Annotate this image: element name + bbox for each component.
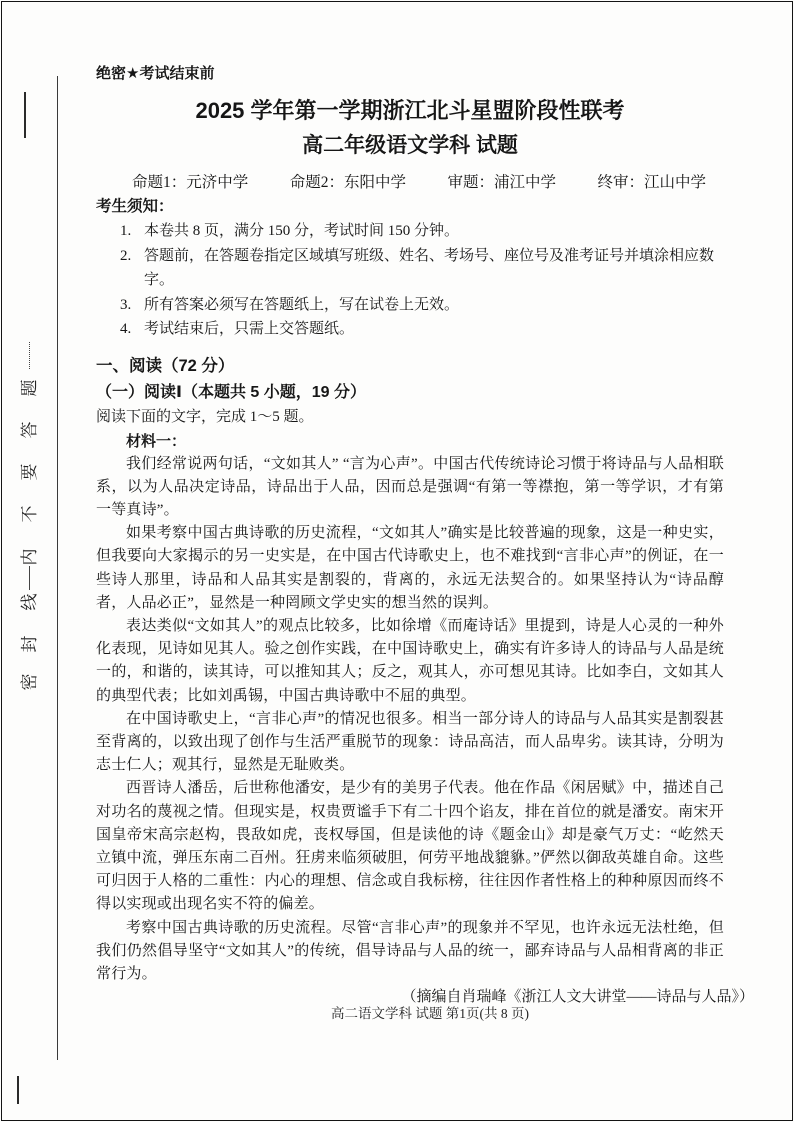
- seal-text-char: 题: [20, 379, 39, 397]
- notice-item-text: 所有答案必须写在答题纸上，写在试卷上无效。: [144, 296, 460, 313]
- setter-proposer2: 命题2：东阳中学: [289, 174, 406, 191]
- seal-text-char: 答: [20, 421, 39, 439]
- passage-paragraph: 我们经常说两句话，“文如其人” “言为心声”。中国古代传统诗论习惯于将诗品与人品相联系，以为人品决定诗品，诗品出于人品，因而总是强调“有第一等襟抱，第一等学识，才有第一等真诗”。: [96, 455, 724, 518]
- passage-paragraph: 如果考察中国古典诗歌的历史流程，“文如其人”确实是比较普遍的现象，这是一种史实，但我要向大家揭示的另一史实是，在中国古代诗歌史上，也不难找到“言非心声”的例证，在一些诗人那里，诗品和人品其实是割裂的，背离的，永远无法契合的。如果坚持认为“诗品醇者，人品必正”，显然是一种罔顾文学史实的想当然的误判。: [96, 525, 724, 611]
- source-attribution: （摘编自肖瑞峰《浙江人文大讲堂——诗品与人品》）: [401, 989, 754, 1006]
- material-one-label: 材料一：: [126, 433, 187, 450]
- scan-artifact-line: [17, 1076, 19, 1104]
- secrecy-label: 绝密★考试结束前: [96, 65, 215, 82]
- section-heading-reading: 一、阅读（72 分）: [96, 356, 235, 375]
- notice-list: [96, 219, 724, 342]
- notice-item: [96, 317, 724, 342]
- binding-fold-line: [57, 76, 58, 1060]
- exam-title-line2: 高二年级语文学科 试题: [302, 134, 518, 157]
- passage-paragraph: 考察中国古典诗歌的历史流程。尽管“言非心声”的现象并不罕见，也许永远无法杜绝，但我们仍然倡导坚守“文如其人”的传统，倡导诗品与人品的统一，鄙弃诗品与人品相背离的非正常行为。: [96, 919, 724, 982]
- notice-item-number: 3.: [120, 296, 132, 313]
- exam-setters-row: [96, 172, 724, 193]
- seal-text-char: 线: [20, 593, 39, 611]
- seal-text-char: 密: [20, 673, 39, 691]
- setter-reviewer: 审题：浦江中学: [447, 174, 556, 191]
- setter-final-reviewer: 终审：江山中学: [597, 174, 706, 191]
- passage-paragraph: 表达类似“文如其人”的观点比较多，比如徐增《而庵诗话》里提到，诗是人心灵的一种外化表现，见诗如见其人。验之创作实践，在中国诗歌史上，确实有许多诗人的诗品与人品是统一的，和谐的，读其诗，可以推知其人；反之，观其人，亦可想见其诗。比如李白，文如其人的典型代表；比如刘禹锡，中国古典诗歌中不屈的典型。: [96, 617, 724, 704]
- notice-item-text: 本卷共 8 页，满分 150 分，考试时间 150 分钟。: [144, 223, 460, 239]
- seal-text-char: 不: [20, 505, 39, 523]
- notice-heading: 考生须知：: [96, 198, 174, 215]
- seal-text-char: 要: [20, 463, 39, 481]
- notice-item: [96, 244, 724, 293]
- exam-title-line1: 2025 学年第一学期浙江北斗星盟阶段性联考: [195, 98, 625, 123]
- notice-item: [96, 219, 724, 244]
- seal-text-char: 封: [20, 635, 39, 653]
- passage-paragraph: 在中国诗歌史上，“言非心声”的情况也很多。相当一部分诗人的诗品与人品其实是割裂甚至背离的，以致出现了创作与生活严重脱节的现象：诗品高洁，而人品卑劣。读其诗，分明为志士仁人；观其行，显然是无耻败类。: [96, 710, 724, 774]
- notice-item-text: 考试结束后，只需上交答题纸。: [144, 321, 355, 337]
- setter-proposer1: 命题1：元济中学: [132, 174, 249, 191]
- seal-dotted-separator: [29, 342, 30, 369]
- page-footer: 高二语文学科 试题 第1页(共 8 页): [331, 1006, 529, 1021]
- notice-item: [96, 293, 724, 318]
- reading-instruction: 阅读下面的文字，完成 1～5 题。: [96, 408, 314, 425]
- notice-item-text: 答题前，在答题卷指定区域填写班级、姓名、考场号、座位号及准考证号并填涂相应数字。: [144, 247, 715, 288]
- notice-item-number: 4.: [120, 321, 132, 337]
- scan-artifact-line: [24, 92, 26, 138]
- notice-item-number: 1.: [120, 223, 132, 239]
- notice-item-number: 2.: [120, 247, 132, 264]
- seal-text-char: 内: [20, 548, 39, 566]
- exam-content: [96, 64, 754, 1009]
- subsection-heading-reading1: （一）阅读Ⅰ（本题共 5 小题，19 分）: [96, 383, 366, 401]
- passage-paragraph: 西晋诗人潘岳，后世称他潘安，是少有的美男子代表。他在作品《闲居赋》中，描述自己对功名的蔑视之情。但现实是，权贵贾谧手下有二十四个谄友，排在首位的就是潘安。南宋开国皇帝宋高宗赵构，畏敌如虎，丧权辱国，但是读他的诗《题金山》却是豪气万丈：“屹然天立镇中流，弹压东南二百州。狂虏来临须破胆，何劳平地战貔貅。”俨然以御敌英雄自命。这些可归因于人格的二重性：内心的理想、信念或自我标榜，往往因作者性格上的种种原因而终不得以实现或出现名实不符的偏差。: [96, 780, 724, 913]
